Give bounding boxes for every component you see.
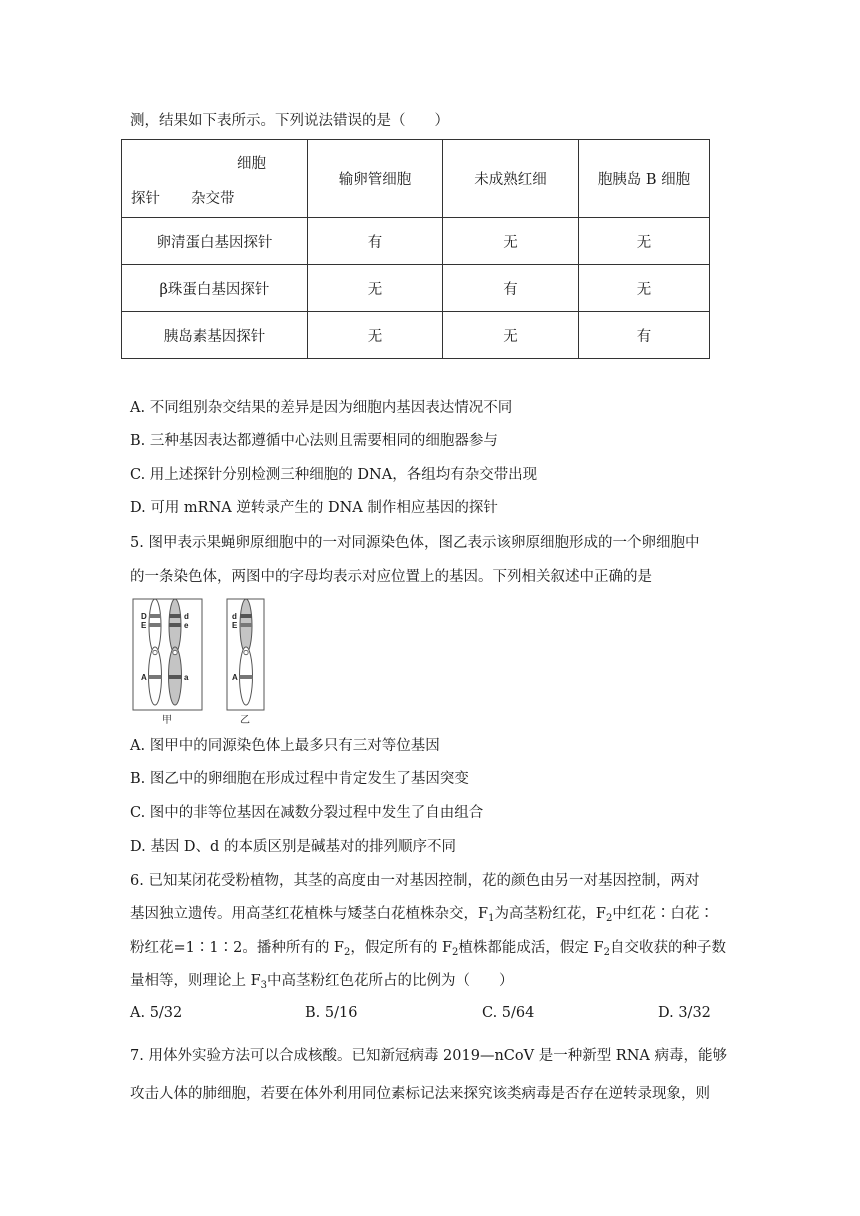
q6-stem-line-1: 6. 已知某闭花受粉植物，其茎的高度由一对基因控制，花的颜色由另一对基因控制，两对 <box>130 873 700 889</box>
chromosome-yi <box>240 599 253 705</box>
q5-stem-line-2: 的一条染色体，两图中的字母均表示对应位置上的基因。下列相关叙述中正确的是 <box>130 569 652 585</box>
gene-label: d <box>232 612 237 621</box>
text-run: ，假定所有的 F <box>350 940 453 956</box>
text-run: 中红花∶白花∶ <box>612 906 714 922</box>
gene-label: A <box>141 673 147 682</box>
q5-option-c: C. 图中的非等位基因在减数分裂过程中发生了自由组合 <box>130 805 484 821</box>
table-cell: 有 <box>308 218 443 265</box>
gene-label: A <box>232 673 238 682</box>
text-run: 自交收获的种子数 <box>609 940 726 956</box>
table-cell: 有 <box>579 312 710 359</box>
q6-option-d: D. 3/32 <box>658 1005 711 1021</box>
table-cell: 无 <box>443 312 579 359</box>
gene-label: e <box>184 621 189 630</box>
gene-label: d <box>184 612 189 621</box>
text-run: 植株都能成活，假定 F <box>458 940 604 956</box>
gene-label: a <box>184 673 189 682</box>
row-label: 卵清蛋白基因探针 <box>122 218 308 265</box>
q4-option-b: B. 三种基因表达都遵循中心法则且需要相同的细胞器参与 <box>130 433 498 449</box>
text-run: 基因独立遗传。用高茎红花植株与矮茎白花植株杂交，F <box>130 906 489 922</box>
q6-stem-line-4 <box>130 971 514 991</box>
q7-stem-line-2: 攻击人体的肺细胞，若要在体外利用同位素标记法来探究该类病毒是否存在逆转录现象，则 <box>130 1086 710 1102</box>
q6-stem-line-3 <box>130 938 726 958</box>
subscript: 2 <box>606 913 613 924</box>
table-cell: 有 <box>443 265 579 312</box>
subscript: 3 <box>260 980 268 991</box>
subscript: 2 <box>452 947 459 958</box>
subscript: 2 <box>344 947 351 958</box>
q4-option-d: D. 可用 mRNA 逆转录产生的 DNA 制作相应基因的探针 <box>130 500 498 516</box>
gene-label: D <box>141 612 147 621</box>
subscript: 1 <box>488 913 495 924</box>
chromosome-jia-right <box>169 599 182 705</box>
column-header: 胞胰岛 B 细胞 <box>579 140 710 218</box>
q6-stem-line-2 <box>130 904 714 924</box>
table-row <box>122 218 710 265</box>
q4-option-a: A. 不同组别杂交结果的差异是因为细胞内基因表达情况不同 <box>130 400 513 416</box>
figure-label-yi: 乙 <box>240 715 250 726</box>
column-header: 未成熟红细 <box>443 140 579 218</box>
table-cell: 无 <box>579 218 710 265</box>
chromosome-figure <box>130 597 270 727</box>
q5-option-a: A. 图甲中的同源染色体上最多只有三对等位基因 <box>130 738 440 754</box>
subscript: 2 <box>603 947 610 958</box>
table-row <box>122 312 710 359</box>
table-cell: 无 <box>308 265 443 312</box>
corner-label-band: 杂交带 <box>191 191 235 207</box>
q5-option-d: D. 基因 D、d 的本质区别是碱基对的排列顺序不同 <box>130 839 456 855</box>
chromosome-jia-left <box>149 599 162 705</box>
q5-stem-line-1: 5. 图甲表示果蝇卵原细胞中的一对同源染色体，图乙表示该卵原细胞形成的一个卵细胞中 <box>130 535 700 551</box>
table-cell: 无 <box>308 312 443 359</box>
gene-label: E <box>141 621 147 630</box>
table-cell: 无 <box>443 218 579 265</box>
text-run: 中高茎粉红色花所占的比例为（ ） <box>267 973 514 989</box>
figure-label-jia: 甲 <box>162 715 172 726</box>
row-label: β珠蛋白基因探针 <box>122 265 308 312</box>
hybridization-table <box>121 139 710 359</box>
text-run: 量相等，则理论上 F <box>130 973 261 989</box>
q6-option-c: C. 5/64 <box>482 1005 535 1021</box>
text-run: 粉红花=1∶1∶2。播种所有的 F <box>130 940 344 956</box>
text-run: 为高茎粉红花，F <box>494 906 606 922</box>
table-header-row <box>122 140 710 218</box>
q6-option-b: B. 5/16 <box>305 1005 358 1021</box>
question-4-stem-tail: 测，结果如下表所示。下列说法错误的是（ ） <box>130 113 449 129</box>
row-label: 胰岛素基因探针 <box>122 312 308 359</box>
q4-option-c: C. 用上述探针分别检测三种细胞的 DNA，各组均有杂交带出现 <box>130 467 538 483</box>
gene-label: E <box>232 621 238 630</box>
table-row <box>122 265 710 312</box>
q6-option-a: A. 5/32 <box>130 1005 183 1021</box>
q5-option-b: B. 图乙中的卵细胞在形成过程中肯定发生了基因突变 <box>130 771 469 787</box>
table-corner-cell <box>122 140 308 218</box>
q7-stem-line-1: 7. 用体外实验方法可以合成核酸。已知新冠病毒 2019—nCoV 是一种新型 RNA 病毒，能够 <box>130 1048 727 1064</box>
corner-label-cell: 细胞 <box>237 156 266 172</box>
table-cell: 无 <box>579 265 710 312</box>
corner-label-probe: 探针 <box>131 191 160 207</box>
column-header: 输卵管细胞 <box>308 140 443 218</box>
